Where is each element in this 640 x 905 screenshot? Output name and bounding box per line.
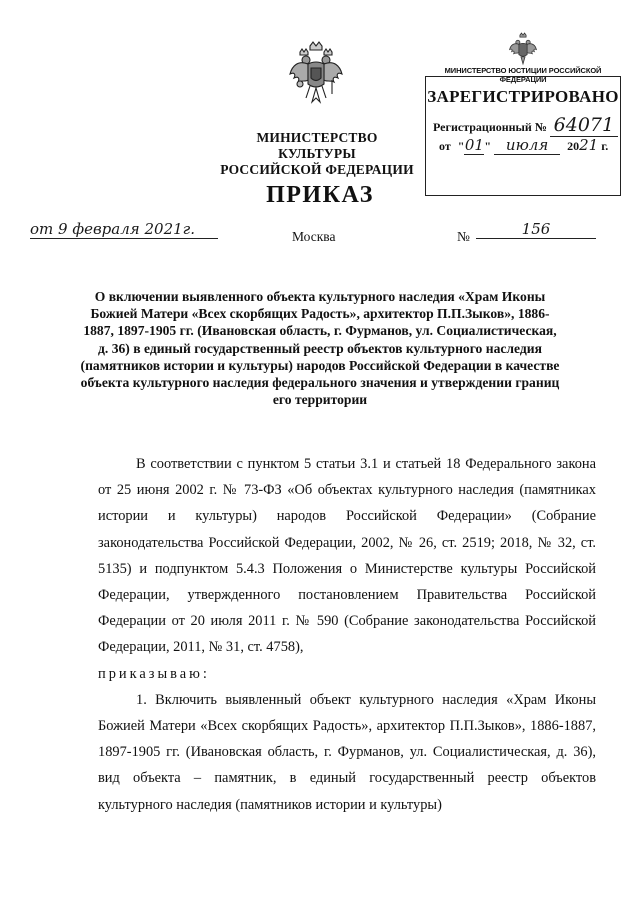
ministry-name bbox=[217, 130, 417, 178]
stamp-date-line: от "01" июля 2021 г. bbox=[439, 136, 609, 154]
stamp-ministry: МИНИСТЕРСТВО ЮСТИЦИИ РОССИЙСКОЙ ФЕДЕРАЦИИ bbox=[444, 66, 602, 84]
document-title: ПРИКАЗ bbox=[266, 182, 374, 208]
ministry-line-2: РОССИЙСКОЙ ФЕДЕРАЦИИ bbox=[220, 162, 414, 177]
stamp-registered: ЗАРЕГИСТРИРОВАНО bbox=[427, 87, 619, 106]
stamp-date-suffix: г. bbox=[601, 139, 609, 153]
stamp-date-prefix: от bbox=[439, 139, 451, 153]
stamp-reg-label: Регистрационный № bbox=[433, 120, 547, 134]
ministry-line-1: МИНИСТЕРСТВО КУЛЬТУРЫ bbox=[256, 130, 378, 161]
document-number-label: № bbox=[457, 229, 470, 244]
document-body bbox=[98, 451, 596, 818]
stamp-reg-number-line bbox=[433, 114, 618, 137]
stamp-date-day: 01 bbox=[464, 136, 484, 154]
document-city: Москва bbox=[292, 229, 336, 244]
document-date: от 9 февраля 2021г. bbox=[30, 220, 218, 239]
coat-of-arms-icon bbox=[288, 40, 344, 111]
paragraph-item-1: 1. Включить выявленный объект культурного наследия «Храм Иконы Божией Матери «Всех скорбящих Радость», архитектор П.П.Зыков», 1886-1887, 1897-1905 гг. (Ивановская область, г. Фурманов, ул. Социалистическая, д. 36), вид объекта – памятник, в единый государственный реестр объектов культурного наследия (памятников истории и культуры) bbox=[98, 691, 596, 813]
document-dateline bbox=[30, 220, 620, 244]
document-number: 156 bbox=[476, 220, 596, 239]
stamp-date-month: июля bbox=[494, 136, 560, 155]
stamp-reg-number: 64071 bbox=[550, 114, 618, 137]
order-word: приказываю: bbox=[98, 665, 210, 682]
document-heading: О включении выявленного объекта культурного наследия «Храм Иконы Божией Матери «Всех скорбящих Радость», архитектор П.П.Зыков», 1886-1887, 1897-1905 гг. (Ивановская область, г. Фурманов, ул. Социалистическая, д. 36) в единый государственный реестр объектов культурного наследия (памятников истории и культуры) народов Российской Федерации в качестве объекта культурного наследия федерального значения и утверждении границ его территории bbox=[80, 289, 560, 408]
stamp-date-year: 21 bbox=[579, 136, 599, 154]
paragraph-preamble: В соответствии с пунктом 5 статьи 3.1 и статьей 18 Федерального закона от 25 июня 2002 г. № 73-ФЗ «Об объектах культурного наследия (памятниках истории и культуры) народов Российской Федерации» (Собрание законодательства Российской Федерации, 2002, № 26, ст. 2519; 2018, № 32, ст. 5135) и подпунктом 5.4.3 Положения о Министерстве культуры Российской Федерации, утвержденного постановлением Правительства Российской Федерации от 20 июля 2011 г. № 590 (Собрание законодательства Российской Федерации, 2011, № 31, ст. 4758), bbox=[98, 456, 596, 656]
stamp-date-year-prefix: 20 bbox=[567, 139, 580, 153]
registration-stamp bbox=[425, 32, 625, 164]
